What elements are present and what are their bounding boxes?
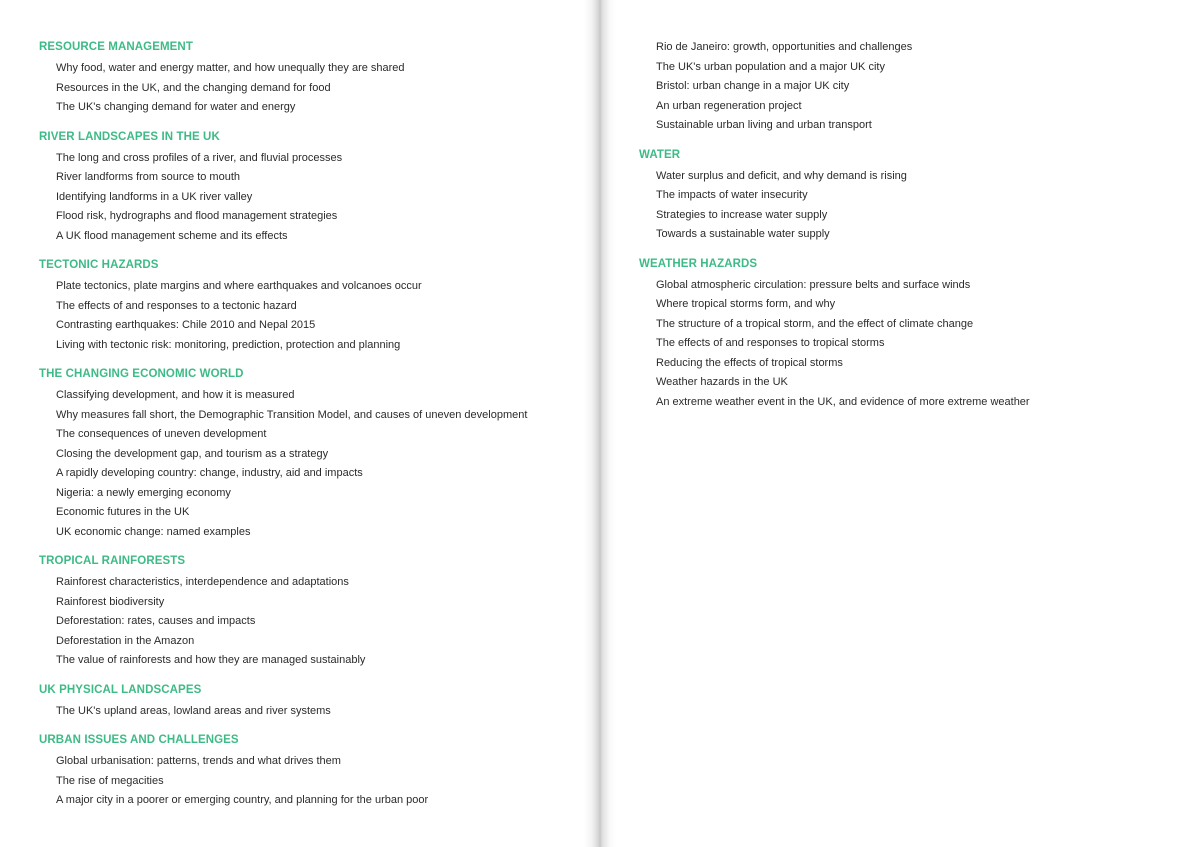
topic-item: The impacts of water insecurity — [656, 189, 808, 201]
topic-item: Weather hazards in the UK — [656, 376, 788, 388]
topic-item: A rapidly developing country: change, industry, aid and impacts — [56, 467, 363, 479]
section-heading: TECTONIC HAZARDS — [39, 259, 159, 271]
section-heading: URBAN ISSUES AND CHALLENGES — [39, 734, 239, 746]
topic-item: The value of rainforests and how they are managed sustainably — [56, 654, 366, 666]
topic-section — [39, 552, 579, 671]
section-heading: UK PHYSICAL LANDSCAPES — [39, 683, 202, 696]
topic-item: Global urbanisation: patterns, trends and what drives them — [56, 755, 341, 767]
topic-section — [639, 255, 1179, 413]
topic-item: The rise of megacities — [56, 774, 164, 787]
topic-item: The effects of and responses to tropical storms — [656, 337, 885, 349]
topic-list — [639, 276, 1179, 413]
topic-list — [639, 38, 1179, 136]
topic-list — [39, 277, 579, 355]
topic-item: An urban regeneration project — [656, 99, 802, 112]
topic-item: Strategies to increase water supply — [656, 208, 828, 221]
topic-item: Flood risk, hydrographs and flood management strategies — [56, 210, 338, 222]
section-heading: THE CHANGING ECONOMIC WORLD — [39, 368, 244, 380]
topic-section — [39, 681, 579, 722]
section-heading: WATER — [639, 148, 681, 161]
topic-item: Why food, water and energy matter, and how unequally they are shared — [56, 62, 405, 74]
topic-item: A major city in a poorer or emerging country, and planning for the urban poor — [56, 794, 429, 806]
topic-item: Rainforest characteristics, interdependence and adaptations — [56, 576, 349, 588]
topic-item: Living with tectonic risk: monitoring, prediction, protection and planning — [56, 338, 401, 351]
page-gutter-shadow — [584, 0, 616, 847]
topic-list — [39, 752, 579, 811]
topic-item: Global atmospheric circulation: pressure belts and surface winds — [656, 278, 971, 291]
section-heading: RESOURCE MANAGEMENT — [39, 41, 193, 53]
topic-section — [639, 146, 1179, 245]
topic-section — [39, 128, 579, 247]
topic-item: Plate tectonics, plate margins and where earthquakes and volcanoes occur — [56, 280, 422, 292]
topic-list — [39, 59, 579, 118]
topic-item: The UK's changing demand for water and energy — [56, 101, 296, 113]
topic-item: Why measures fall short, the Demographic Transition Model, and causes of uneven development — [56, 408, 528, 421]
section-heading: TROPICAL RAINFORESTS — [39, 555, 186, 567]
section-heading: RIVER LANDSCAPES IN THE UK — [39, 130, 220, 143]
topic-item: Identifying landforms in a UK river valley — [56, 190, 253, 203]
topic-item: The consequences of uneven development — [56, 428, 267, 440]
topic-item: Closing the development gap, and tourism as a strategy — [56, 447, 329, 460]
topic-list — [39, 386, 579, 542]
topic-list — [639, 167, 1179, 245]
topic-item: Sustainable urban living and urban transport — [656, 119, 872, 131]
topic-item: River landforms from source to mouth — [56, 171, 241, 183]
topic-item: The structure of a tropical storm, and the effect of climate change — [656, 317, 974, 330]
topic-section — [39, 38, 579, 118]
topic-item: Rainforest biodiversity — [56, 595, 165, 608]
topic-item: Where tropical storms form, and why — [656, 298, 836, 310]
topic-section — [39, 365, 579, 542]
topic-list — [39, 149, 579, 247]
topic-item: The UK's urban population and a major UK city — [656, 60, 885, 73]
topic-item: Economic futures in the UK — [56, 506, 190, 518]
topic-section — [39, 731, 579, 811]
topic-item: Reducing the effects of tropical storms — [656, 356, 843, 369]
topic-item: Classifying development, and how it is measured — [56, 389, 295, 401]
topic-item: Deforestation: rates, causes and impacts — [56, 615, 256, 627]
topic-item: An extreme weather event in the UK, and evidence of more extreme weather — [656, 395, 1030, 408]
topic-item: The UK's upland areas, lowland areas and river systems — [56, 704, 331, 717]
topic-item: The long and cross profiles of a river, and fluvial processes — [56, 151, 343, 164]
topic-item: Rio de Janeiro: growth, opportunities and challenges — [656, 41, 913, 53]
topic-item: Bristol: urban change in a major UK city — [656, 80, 850, 92]
topic-section — [639, 38, 1179, 136]
topic-list — [39, 573, 579, 671]
topic-item: A UK flood management scheme and its effects — [56, 229, 288, 242]
right-page — [639, 38, 1179, 422]
topic-item: Resources in the UK, and the changing demand for food — [56, 81, 331, 94]
topic-item: Deforestation in the Amazon — [56, 634, 195, 647]
topic-list — [39, 702, 579, 722]
topic-item: Contrasting earthquakes: Chile 2010 and Nepal 2015 — [56, 319, 316, 331]
topic-item: Towards a sustainable water supply — [656, 228, 830, 240]
topic-item: UK economic change: named examples — [56, 525, 251, 538]
section-heading: WEATHER HAZARDS — [639, 257, 758, 270]
topic-section — [39, 256, 579, 355]
left-page — [39, 38, 579, 821]
topic-item: The effects of and responses to a tectonic hazard — [56, 299, 297, 312]
topic-item: Nigeria: a newly emerging economy — [56, 486, 231, 499]
topic-item: Water surplus and deficit, and why demand is rising — [656, 169, 907, 182]
